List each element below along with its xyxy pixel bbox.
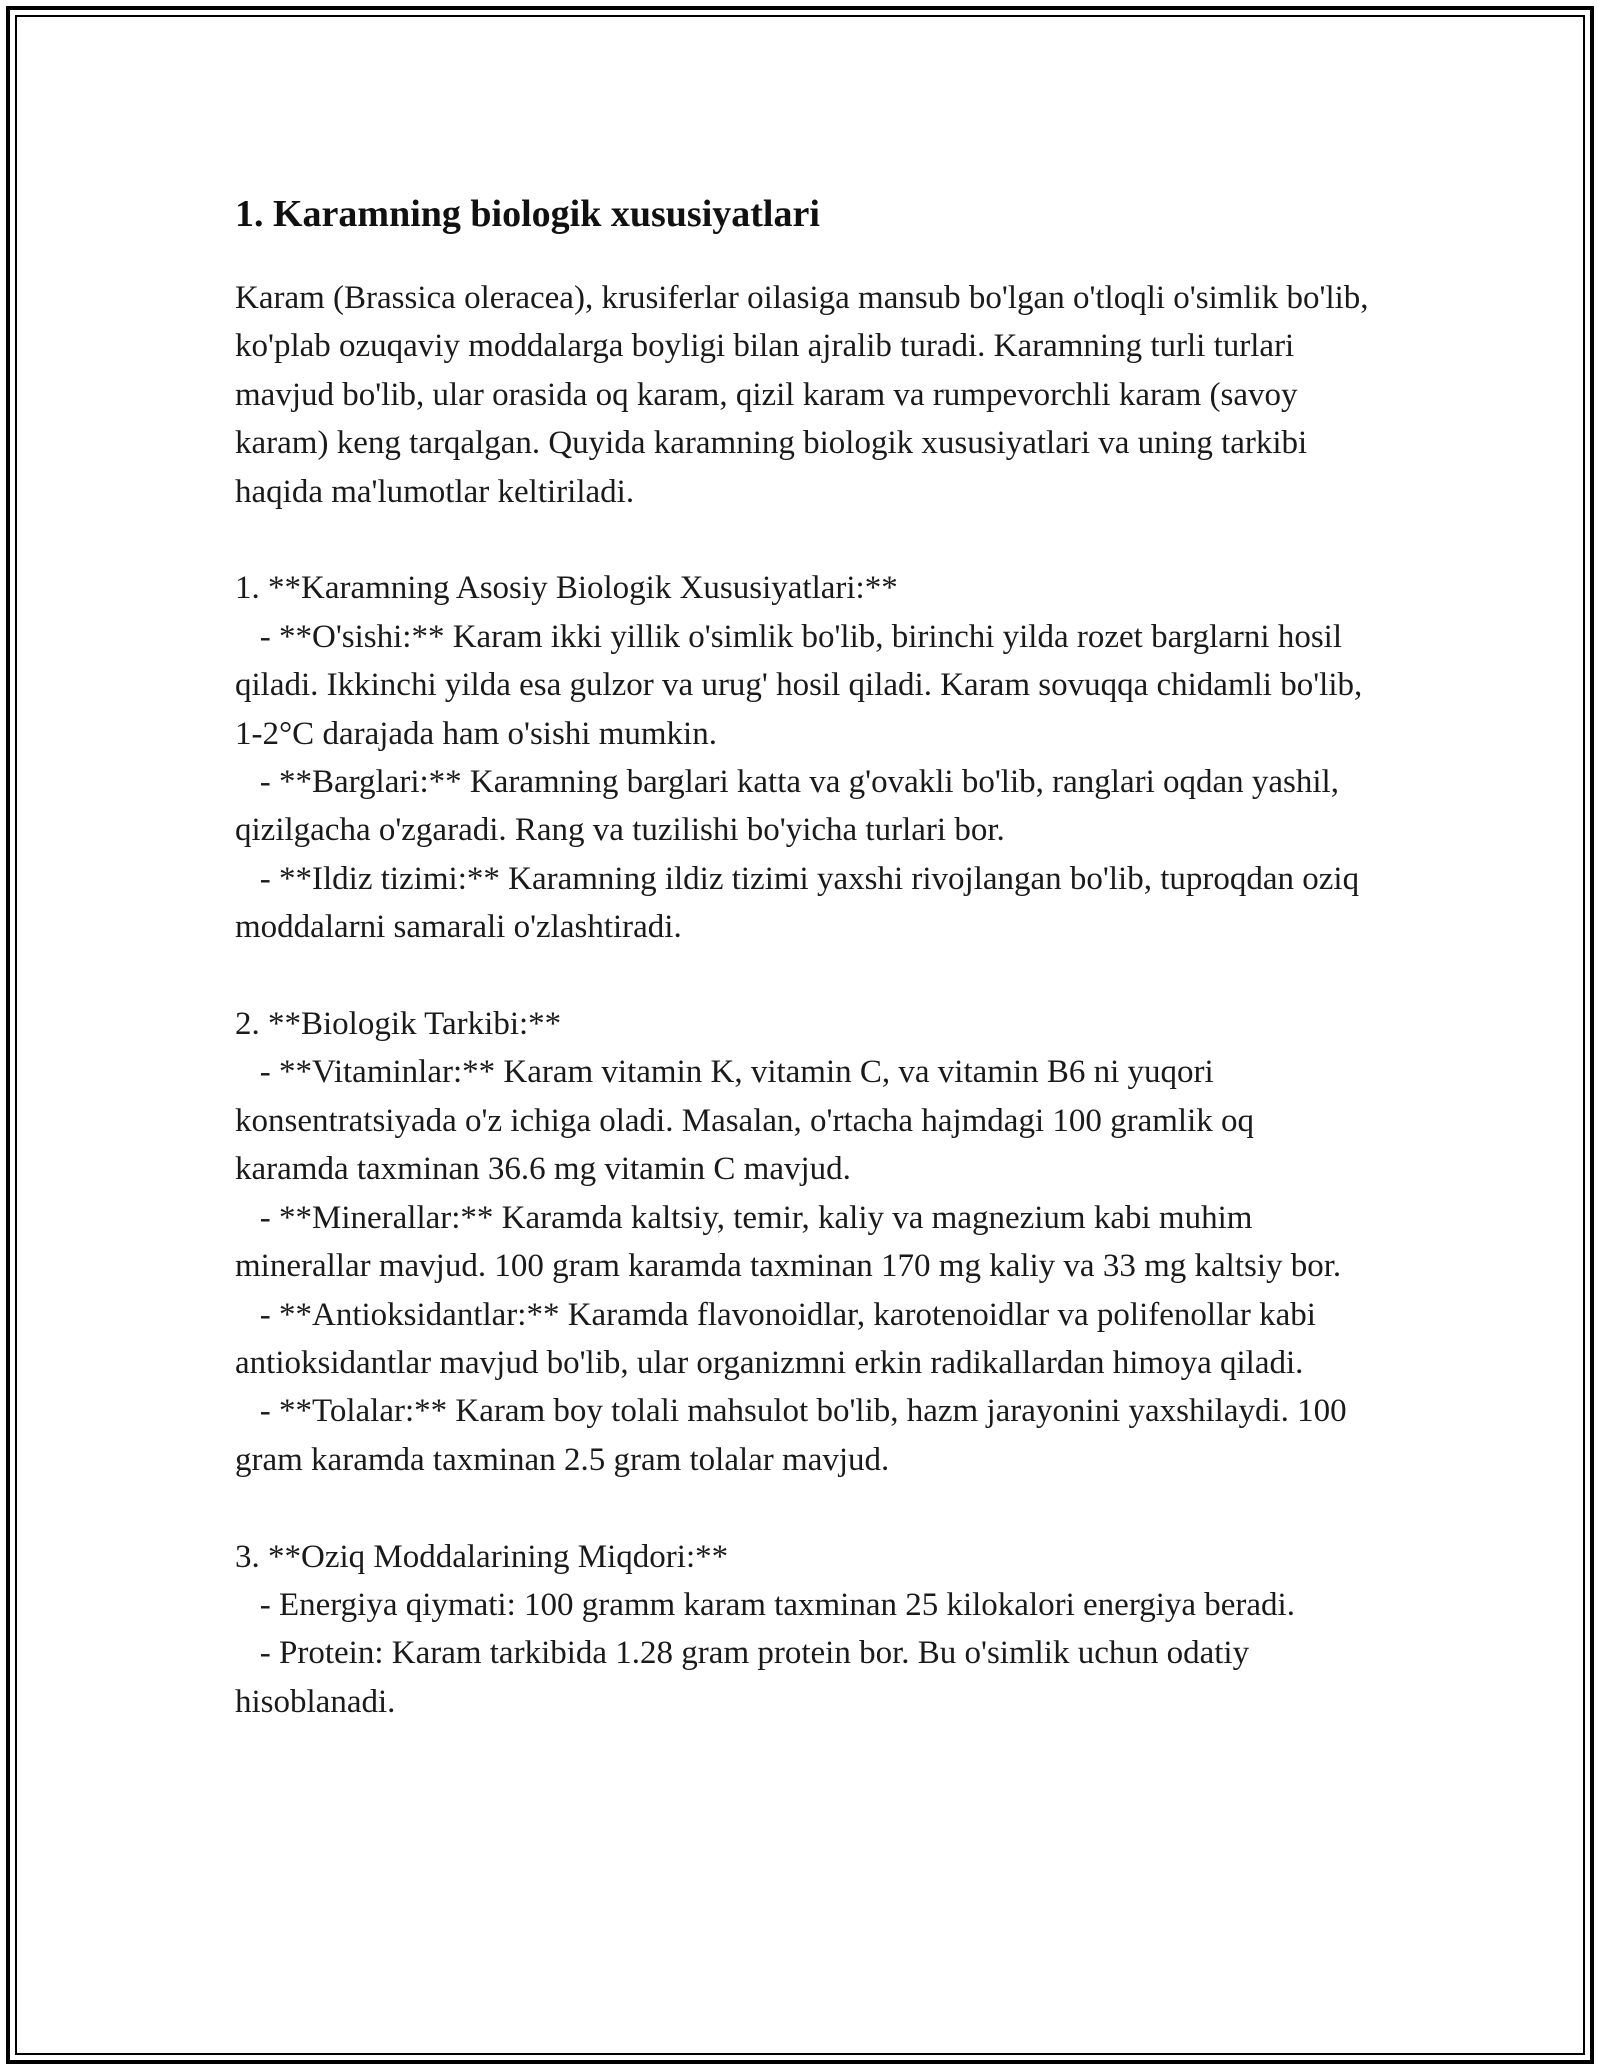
section-heading: 3. **Oziq Moddalarining Miqdori:**: [235, 1538, 729, 1575]
list-item: - **Tolalar:** Karam boy tolali mahsulot bo'lib, hazm jarayonini yaxshilaydi. 100 gram karamda taxminan 2.5 gram tolalar mavjud.: [235, 1393, 1355, 1478]
paragraph-gap: [235, 952, 1375, 1000]
section-biological-composition: [235, 1000, 1375, 1484]
intro-paragraph: Karam (Brassica oleracea), krusiferlar oilasiga mansub bo'lgan o'tloqli o'simlik bo'lib, ko'plab ozuqaviy moddalarga boyligi bilan ajralib turadi. Karamning turli turlari mavjud bo'lib, ular orasida oq karam, qizil karam va rumpevorchli karam (savoy karam) keng tarqalgan. Quyida karamning biologik xususiyatlari va uning tarkibi haqida ma'lumotlar keltiriladi.: [235, 280, 1377, 510]
section-nutrient-amounts: [235, 1533, 1375, 1727]
paragraph-gap: [235, 516, 1375, 564]
list-item: - **Antioksidantlar:** Karamda flavonoidlar, karotenoidlar va polifenollar kabi antioksidantlar mavjud bo'lib, ular organizmni erkin radikallardan himoya qiladi.: [235, 1296, 1325, 1381]
section-heading: 1. **Karamning Asosiy Biologik Xususiyatlari:**: [235, 570, 898, 607]
list-item: - Energiya qiymati: 100 gramm karam taxminan 25 kilokalori energiya beradi.: [235, 1586, 1295, 1623]
list-item: - Protein: Karam tarkibida 1.28 gram protein bor. Bu o'simlik uchun odatiy hisoblanadi.: [235, 1635, 1258, 1720]
section-biological-properties: [235, 564, 1375, 951]
list-item: - **Vitaminlar:** Karam vitamin K, vitamin C, va vitamin B6 ni yuqori konsentratsiyada o'z ichiga oladi. Masalan, o'rtacha hajmdagi 100 gramlik oq karamda taxminan 36.6 mg vitamin C mavjud.: [235, 1054, 1263, 1188]
document-body: [235, 182, 1375, 1726]
list-item: - **Ildiz tizimi:** Karamning ildiz tizimi yaxshi rivojlangan bo'lib, tuproqdan oziq moddalarni samarali o'zlashtiradi.: [235, 860, 1368, 946]
list-item: - **Minerallar:** Karamda kaltsiy, temir, kaliy va magnezium kabi muhim minerallar mavjud. 100 gram karamda taxminan 170 mg kaliy va 33 mg kaltsiy bor.: [235, 1199, 1342, 1285]
list-item: - **O'sishi:** Karam ikki yillik o'simlik bo'lib, birinchi yilda rozet barglarni hosil qiladi. Ikkinchi yilda esa gulzor va urug' hosil qiladi. Karam sovuqqa chidamli bo'lib, 1-2°C darajada ham o'sishi mumkin.: [235, 618, 1371, 752]
list-item: - **Barglari:** Karamning barglari katta va g'ovakli bo'lib, ranglari oqdan yashil, qizilgacha o'zgaradi. Rang va tuzilishi bo'yicha turlari bor.: [235, 764, 1348, 849]
section-heading: 2. **Biologik Tarkibi:**: [235, 1006, 562, 1043]
paragraph-gap: [235, 1484, 1375, 1532]
document-title: 1. Karamning biologik xususiyatlari: [235, 193, 820, 235]
